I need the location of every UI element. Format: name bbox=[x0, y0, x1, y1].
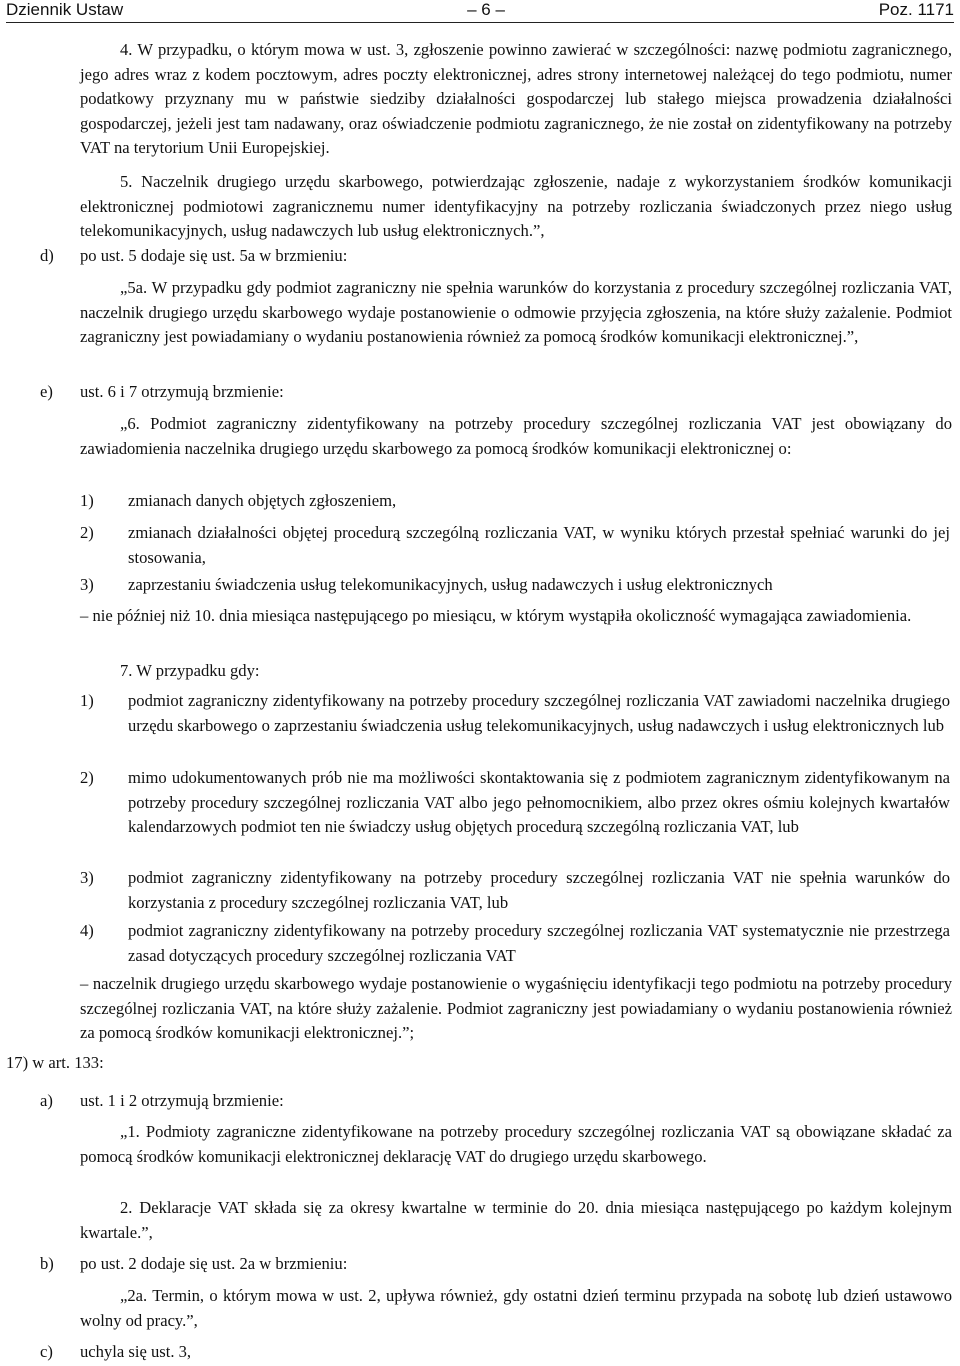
list-item-number: 2) bbox=[80, 523, 94, 542]
journal-title: Dziennik Ustaw bbox=[6, 0, 124, 19]
position-number: Poz. 1171 bbox=[878, 0, 954, 19]
paragraph-6: „6. Podmiot zagraniczny zidentyfikowany na potrzeby procedury szczególnej rozliczania VAT jest obowiązany do zawiadomienia naczelnika drugiego urzędu skarbowego za pomocą środków komunikacji elektronicznej o: bbox=[80, 414, 952, 458]
paragraph-5a: „5a. W przypadku gdy podmiot zagraniczny nie spełnia warunków do korzystania z procedury szczególnej rozliczania VAT, naczelnik drugiego urzędu skarbowego wydaje postanowienie o odmowie przyjęcia zgłoszenia, na które służy zażalenie. Podmiot zagraniczny jest powiadamiany o wydaniu postanowienia również za pomocą środków komunikacji elektronicznej.”, bbox=[80, 278, 952, 347]
paragraph-7: 7. W przypadku gdy: bbox=[120, 661, 260, 680]
point-c-text: uchyla się ust. 3, bbox=[80, 1342, 192, 1361]
page-number: – 6 – bbox=[467, 0, 505, 19]
point-c-label: c) bbox=[40, 1342, 53, 1361]
list-item-number: 1) bbox=[80, 691, 94, 710]
list-item-number: 3) bbox=[80, 868, 94, 887]
point-d-label: d) bbox=[40, 246, 54, 265]
article-133-paragraph-2a: „2a. Termin, o którym mowa w ust. 2, upływa również, gdy ostatni dzień terminu przypada na sobotę lub dzień ustawowo wolny od pracy.”, bbox=[80, 1286, 952, 1330]
point-d-text: po ust. 5 dodaje się ust. 5a w brzmieniu: bbox=[80, 246, 348, 265]
list-item-text: mimo udokumentowanych prób nie ma możliwości skontaktowania się z podmiotem zagranicznym zidentyfikowanym na potrzeby procedury szczególnej rozliczania VAT albo jego pełnomocnikiem, albo przez okres ośmiu kolejnych kwartałów kalendarzowych podmiot ten nie świadczy usług objętych procedurą szczególną rozliczania VAT, lub bbox=[128, 768, 950, 837]
paragraph-5: 5. Naczelnik drugiego urzędu skarbowego, potwierdzając zgłoszenie, nadaje z wykorzystaniem środków komunikacji elektronicznej podmiotowi zagranicznemu numer identyfikacyjny na potrzeby rozliczania świadczonych przez niego usług telekomunikacyjnych, usług nadawczych lub usług elektronicznych.”, bbox=[80, 172, 952, 241]
point-a-text: ust. 1 i 2 otrzymują brzmienie: bbox=[80, 1091, 284, 1110]
paragraph-4: 4. W przypadku, o którym mowa w ust. 3, zgłoszenie powinno zawierać w szczególności: nazwę podmiotu zagranicznego, jego adres wraz z kodem pocztowym, adres poczty elektronicznej, adres strony internetowej należącej do tego podmiotu, numer podatkowy przyznany mu w państwie siedziby działalności gospodarczej lub stałego miejsca prowadzenia działalności gospodarczej, jeżeli jest tam nadawany, oraz oświadczenie podmiotu zagranicznego, że nie został on zidentyfikowany na potrzeby VAT na terytorium Unii Europejskiej. bbox=[80, 40, 952, 158]
article-133-paragraph-2: 2. Deklaracje VAT składa się za okresy kwartalne w terminie do 20. dnia miesiąca następującego po każdym kolejnym kwartale.”, bbox=[80, 1198, 952, 1242]
list-item-text: zaprzestaniu świadczenia usług telekomunikacyjnych, usług nadawczych i usług elektronicznych bbox=[128, 575, 773, 594]
list-item-text: zmianach działalności objętej procedurą szczególną rozliczania VAT, w wyniku których przestał spełniać warunki do jej stosowania, bbox=[128, 523, 950, 567]
point-17-heading: 17) w art. 133: bbox=[6, 1053, 104, 1072]
list-item-text: podmiot zagraniczny zidentyfikowany na potrzeby procedury szczególnej rozliczania VAT systematycznie nie przestrzega zasad dotyczących procedury szczególnej rozliczania VAT bbox=[128, 921, 950, 965]
list-item-text: podmiot zagraniczny zidentyfikowany na potrzeby procedury szczególnej rozliczania VAT nie spełnia warunków do korzystania z procedury szczególnej rozliczania VAT, lub bbox=[128, 868, 950, 912]
point-b-label: b) bbox=[40, 1254, 54, 1273]
list-item-number: 2) bbox=[80, 768, 94, 787]
point-e-label: e) bbox=[40, 382, 53, 401]
paragraph-7-closing: – naczelnik drugiego urzędu skarbowego wydaje postanowienie o wygaśnięciu identyfikacji tego podmiotu na potrzeby procedury szczególnej rozliczania VAT, na które służy zażalenie. Podmiot zagraniczny jest powiadamiany o wydaniu postanowienia również za pomocą środków komunikacji elektronicznej.”; bbox=[80, 974, 952, 1043]
list-item-text: zmianach danych objętych zgłoszeniem, bbox=[128, 491, 397, 510]
list-item-text: podmiot zagraniczny zidentyfikowany na potrzeby procedury szczególnej rozliczania VAT zawiadomi naczelnika drugiego urzędu skarbowego o zaprzestaniu świadczenia usług telekomunikacyjnych, usług nadawczych i usług elektronicznych lub bbox=[128, 691, 950, 735]
paragraph-6-closing: – nie później niż 10. dnia miesiąca następującego po miesiącu, w którym wystąpiła okoliczność wymagająca zawiadomienia. bbox=[80, 606, 912, 625]
point-e-text: ust. 6 i 7 otrzymują brzmienie: bbox=[80, 382, 284, 401]
list-item-number: 3) bbox=[80, 575, 94, 594]
point-b-text: po ust. 2 dodaje się ust. 2a w brzmieniu: bbox=[80, 1254, 348, 1273]
list-item-number: 4) bbox=[80, 921, 94, 940]
article-133-paragraph-1: „1. Podmioty zagraniczne zidentyfikowane na potrzeby procedury szczególnej rozliczania VAT są obowiązane składać za pomocą środków komunikacji elektronicznej deklarację VAT do drugiego urzędu skarbowego. bbox=[80, 1122, 952, 1166]
point-a-label: a) bbox=[40, 1091, 53, 1110]
page-header bbox=[6, 0, 954, 23]
list-item-number: 1) bbox=[80, 491, 94, 510]
